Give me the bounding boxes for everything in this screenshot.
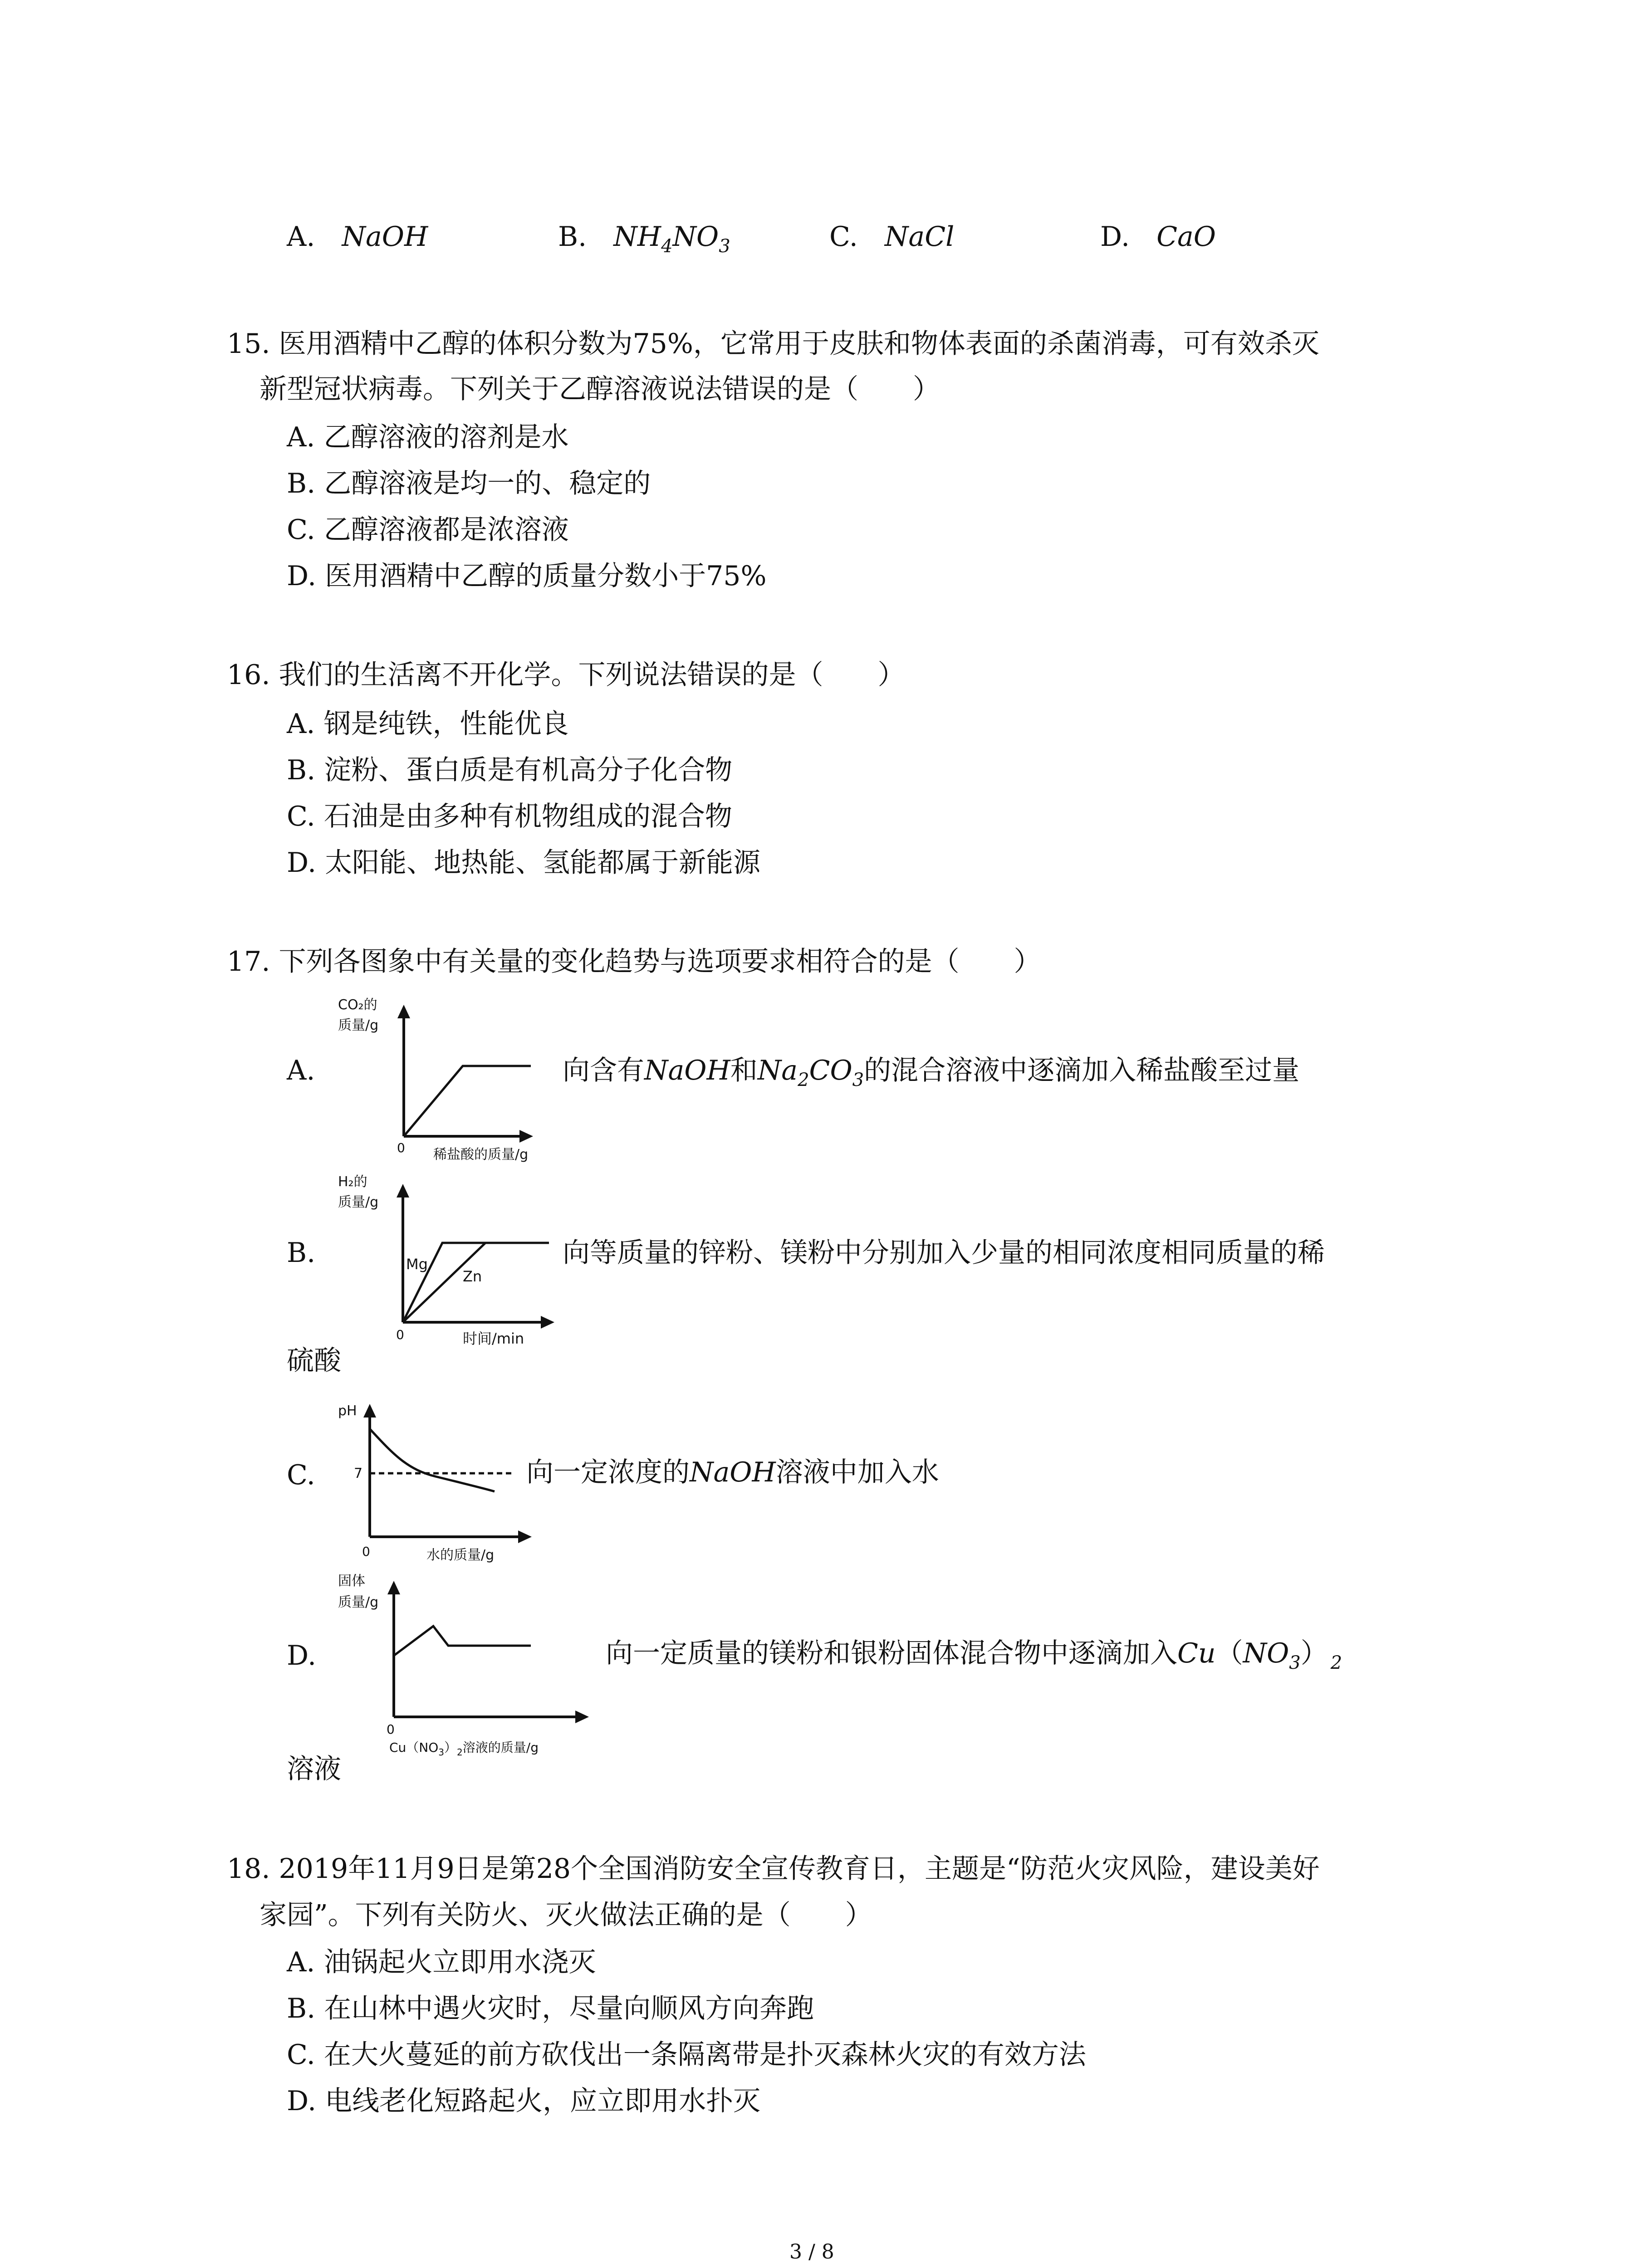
text: 的混合溶液中逐滴加入稀盐酸至过量 — [864, 1055, 1300, 1086]
graph-d-curve — [394, 1626, 531, 1656]
q17-graph-c — [331, 1388, 544, 1569]
graph-a-y-label-2: 质量/g — [338, 1017, 379, 1033]
formula: CaO — [1156, 221, 1216, 253]
q15-option-c: C. 乙醇溶液都是浓溶液 — [287, 514, 569, 546]
q17-option-b-letter: B. — [287, 1237, 316, 1269]
formula-part: CO — [809, 1055, 852, 1086]
graph-a-y-arrow — [397, 1005, 410, 1018]
graph-a-origin: 0 — [397, 1140, 405, 1155]
x-label-part: Cu（NO — [389, 1740, 439, 1755]
q17-option-d-text-line2: 溶液 — [287, 1753, 341, 1785]
graph-b-x-label: 时间/min — [463, 1330, 524, 1347]
text: 向一定质量的镁粉和银粉固体混合物中逐滴加入 — [606, 1637, 1177, 1669]
graph-b-svg — [331, 1166, 563, 1352]
graph-a-x-label: 稀盐酸的质量/g — [433, 1147, 529, 1163]
x-label-sub: 2 — [457, 1747, 463, 1758]
q16-option-a: A. 钢是纯铁，性能优良 — [287, 708, 569, 740]
graph-b-series-zn: Zn — [463, 1268, 482, 1285]
graph-a-x-arrow — [519, 1130, 533, 1143]
q15-option-a: A. 乙醇溶液的溶剂是水 — [287, 421, 569, 453]
q14-option-d — [1100, 219, 1216, 255]
graph-c-origin: 0 — [362, 1544, 370, 1559]
formula: NO — [1243, 1637, 1289, 1669]
option-letter: C. — [829, 221, 858, 253]
q17-option-b-text-line2: 硫酸 — [287, 1345, 341, 1377]
q17-graph-b — [331, 1166, 563, 1352]
q16-option-d: D. 太阳能、地热能、氢能都属于新能源 — [287, 847, 761, 879]
formula-part: Na — [757, 1055, 798, 1086]
graph-d-x-label — [389, 1740, 539, 1758]
q17-option-d-text — [606, 1635, 1342, 1681]
q17-option-b-text-line1: 向等质量的锌粉、镁粉中分别加入少量的相同浓度相同质量的稀 — [563, 1237, 1325, 1269]
text: 溶液中加入水 — [775, 1457, 939, 1488]
q17-option-d-letter: D. — [287, 1640, 317, 1672]
graph-a-svg — [331, 989, 558, 1166]
q15-stem-line1: 15. 医用酒精中乙醇的体积分数为75%，它常用于皮肤和物体表面的杀菌消毒，可有效杀灭 — [227, 328, 1319, 360]
q17-graph-d — [331, 1565, 608, 1760]
graph-c-x-arrow — [518, 1530, 532, 1543]
graph-c-svg — [331, 1388, 544, 1569]
q17-option-a-text — [563, 1052, 1299, 1098]
formula-part: NH — [613, 221, 661, 253]
formula: NaCl — [884, 221, 955, 253]
q18-stem-line1: 18. 2019年11月9日是第28个全国消防安全宣传教育日，主题是“防范火灾风险，建设美好 — [227, 1853, 1320, 1885]
formula: NaOH — [644, 1055, 730, 1086]
q15-stem-line2: 新型冠状病毒。下列关于乙醇溶液说法错误的是（ ） — [260, 373, 940, 405]
q18-option-a: A. 油锅起火立即用水浇灭 — [287, 1946, 596, 1978]
formula-subscript: 2 — [798, 1070, 809, 1090]
x-label-part: 溶液的质量/g — [462, 1740, 539, 1755]
x-label-sub: 3 — [438, 1747, 445, 1758]
graph-c-x-label: 水的质量/g — [426, 1547, 495, 1563]
q18-option-d: D. 电线老化短路起火，应立即用水扑灭 — [287, 2085, 761, 2117]
graph-d-y-arrow — [387, 1581, 400, 1594]
q15-option-d: D. 医用酒精中乙醇的质量分数小于75% — [287, 560, 767, 592]
formula-subscript: 4 — [661, 236, 673, 257]
graph-b-y-arrow — [397, 1184, 409, 1198]
graph-c-curve — [370, 1429, 495, 1491]
graph-c-tick-7: 7 — [354, 1466, 363, 1481]
q18-option-b: B. 在山林中遇火灾时，尽量向顺风方向奔跑 — [287, 1993, 814, 2024]
formula-subscript: 3 — [719, 236, 730, 257]
graph-d-svg — [331, 1565, 608, 1760]
graph-b-y-label-1: H₂的 — [338, 1174, 367, 1190]
q16-option-b: B. 淀粉、蛋白质是有机高分子化合物 — [287, 754, 733, 786]
q17-graph-a — [331, 989, 558, 1166]
q15-option-b: B. 乙醇溶液是均一的、稳定的 — [287, 468, 651, 499]
q14-option-c — [829, 219, 954, 255]
q14-option-b — [558, 219, 730, 264]
graph-a-curve — [404, 1066, 531, 1136]
option-letter: D. — [1100, 221, 1130, 253]
graph-c-y-label: pH — [338, 1403, 357, 1419]
formula-subscript: 2 — [1330, 1652, 1342, 1673]
text: 向一定浓度的 — [526, 1457, 690, 1488]
text: 向含有 — [563, 1055, 644, 1086]
q17-option-c-text — [526, 1454, 939, 1491]
x-label-part: ） — [444, 1740, 457, 1755]
option-letter: B. — [558, 221, 587, 253]
paren: ） — [1300, 1637, 1328, 1669]
page-number: 3 / 8 — [789, 2240, 834, 2263]
option-letter: A. — [287, 221, 315, 253]
q14-option-a — [287, 219, 428, 255]
q18-option-c: C. 在大火蔓延的前方砍伐出一条隔离带是扑灭森林火灾的有效方法 — [287, 2039, 1086, 2071]
graph-b-x-arrow — [541, 1316, 554, 1329]
graph-b-origin: 0 — [396, 1327, 404, 1342]
formula-part: NO — [672, 221, 719, 253]
graph-b-series-mg: Mg — [406, 1256, 428, 1273]
formula-subscript: 3 — [852, 1070, 864, 1090]
formula-subscript: 3 — [1289, 1652, 1301, 1673]
formula: NaOH — [690, 1457, 776, 1488]
formula: NaOH — [342, 221, 428, 253]
graph-d-x-arrow — [575, 1711, 589, 1723]
paren: （ — [1215, 1637, 1243, 1669]
q16-stem: 16. 我们的生活离不开化学。下列说法错误的是（ ） — [227, 659, 905, 691]
q17-option-c-letter: C. — [287, 1459, 315, 1491]
formula: Cu — [1177, 1637, 1216, 1669]
q16-option-c: C. 石油是由多种有机物组成的混合物 — [287, 801, 732, 832]
text: 和 — [730, 1055, 758, 1086]
q18-stem-line2: 家园”。下列有关防火、灭火做法正确的是（ ） — [260, 1899, 872, 1931]
graph-b-y-label-2: 质量/g — [338, 1194, 379, 1210]
graph-c-y-arrow — [363, 1404, 376, 1418]
graph-d-y-label-1: 固体 — [338, 1573, 365, 1589]
q17-stem: 17. 下列各图象中有关量的变化趋势与选项要求相符合的是（ ） — [227, 946, 1041, 978]
q17-option-a-letter: A. — [287, 1055, 315, 1086]
graph-a-y-label-1: CO₂的 — [338, 997, 377, 1013]
graph-d-y-label-2: 质量/g — [338, 1594, 379, 1610]
graph-d-origin: 0 — [387, 1722, 395, 1737]
